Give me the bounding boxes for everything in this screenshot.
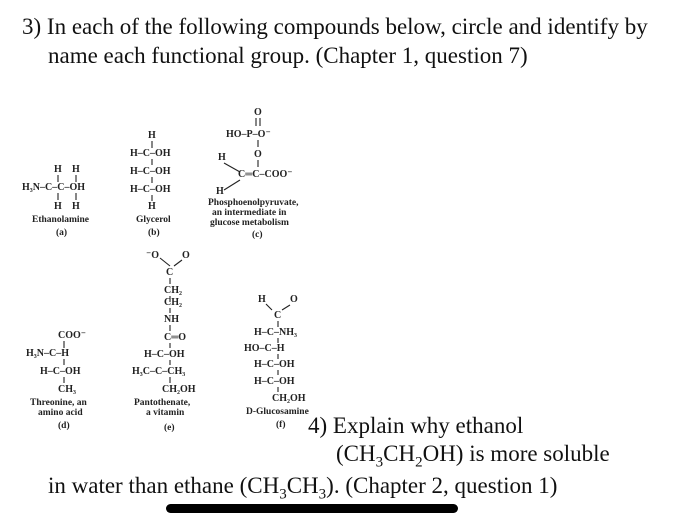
- svg-text:O: O: [290, 294, 298, 305]
- compound-c-name-2: an intermediate in: [212, 208, 287, 218]
- svg-text:CH₃: CH₃: [58, 384, 76, 395]
- svg-text:H–C–NH₃: H–C–NH₃: [254, 327, 297, 338]
- compound-a-name: Ethanolamine: [32, 215, 90, 225]
- svg-text:H: H: [218, 152, 226, 163]
- svg-text:H: H: [148, 130, 156, 141]
- compound-b-tag: (b): [148, 228, 160, 238]
- svg-text:C═C–COO⁻: C═C–COO⁻: [238, 169, 293, 180]
- compound-c-tag: (c): [252, 230, 263, 240]
- svg-text:H–C–OH: H–C–OH: [130, 166, 171, 177]
- svg-text:H–C–OH: H–C–OH: [254, 359, 295, 370]
- question-4-line-3: in water than ethane $(CH_3CH_3)$. (Chapter 2, question 1): [48, 473, 558, 503]
- compound-c-name-1: Phosphoenolpyruvate,: [208, 198, 299, 208]
- svg-text:HO–P–O⁻: HO–P–O⁻: [226, 129, 271, 140]
- svg-text:H: H: [54, 164, 62, 175]
- svg-text:C: C: [274, 310, 282, 321]
- svg-text:H₃N–C–H: H₃N–C–H: [26, 348, 69, 359]
- compound-d-name-1: Threonine, an: [30, 398, 87, 408]
- svg-text:H–C–OH: H–C–OH: [144, 349, 185, 360]
- svg-text:H: H: [258, 294, 266, 305]
- compound-a-tag: (a): [56, 228, 68, 238]
- compound-d-tag: (d): [58, 421, 70, 431]
- scroll-indicator[interactable]: [166, 504, 458, 513]
- svg-text:H: H: [72, 164, 80, 175]
- svg-text:C═O: C═O: [164, 332, 187, 343]
- svg-text:CH₂: CH₂: [164, 285, 182, 296]
- compound-c-name-3: glucose metabolism: [210, 218, 289, 228]
- svg-text:⁻O: ⁻O: [146, 250, 160, 261]
- svg-text:H–C–OH: H–C–OH: [130, 148, 171, 159]
- compound-b-glycerol: [130, 130, 171, 238]
- question-4-line-1: 4) Explain why ethanol: [308, 413, 524, 438]
- svg-text:H₃N–C–C–OH: H₃N–C–C–OH: [22, 182, 85, 193]
- compound-f-tag: (f): [276, 420, 286, 430]
- svg-text:O: O: [182, 250, 190, 261]
- svg-text:COO⁻: COO⁻: [58, 330, 87, 341]
- svg-text:H: H: [216, 186, 224, 197]
- svg-text:HO–C–H: HO–C–H: [244, 343, 285, 354]
- svg-text:H: H: [72, 201, 80, 212]
- compound-f-name: D-Glucosamine: [246, 407, 309, 417]
- svg-text:H–C–OH: H–C–OH: [254, 376, 295, 387]
- compound-e-name-1: Pantothenate,: [134, 398, 191, 408]
- compound-e-tag: (e): [164, 423, 175, 433]
- compound-c-phosphoenolpyruvate: [208, 107, 299, 240]
- question-3-text: 3) In each of the following compounds below, circle and identify by name each functional group. (Chapter 1, question 7): [22, 14, 648, 68]
- compound-d-name-2: amino acid: [38, 408, 83, 418]
- svg-text:H–C–OH: H–C–OH: [40, 366, 81, 377]
- svg-text:O: O: [254, 149, 262, 160]
- svg-text:H: H: [148, 201, 156, 212]
- svg-text:CH₂: CH₂: [164, 297, 182, 308]
- svg-text:H: H: [54, 201, 62, 212]
- svg-text:H₃C–C–CH₃: H₃C–C–CH₃: [132, 366, 186, 377]
- compound-d-threonine: [26, 330, 88, 431]
- svg-text:H–C–OH: H–C–OH: [130, 184, 171, 195]
- svg-text:NH: NH: [164, 314, 179, 325]
- compound-b-name: Glycerol: [136, 215, 171, 225]
- svg-text:O: O: [254, 107, 262, 118]
- compound-a-ethanolamine: [22, 164, 89, 238]
- compound-e-pantothenate: [132, 250, 196, 433]
- question-4-line-2: $(CH_3CH_2OH)$ is more soluble: [336, 441, 610, 471]
- svg-text:CH₂OH: CH₂OH: [162, 384, 196, 395]
- svg-text:C: C: [166, 267, 174, 278]
- compound-f-glucosamine: [244, 294, 309, 430]
- compound-e-name-2: a vitamin: [146, 408, 185, 418]
- svg-text:CH₂OH: CH₂OH: [272, 393, 306, 404]
